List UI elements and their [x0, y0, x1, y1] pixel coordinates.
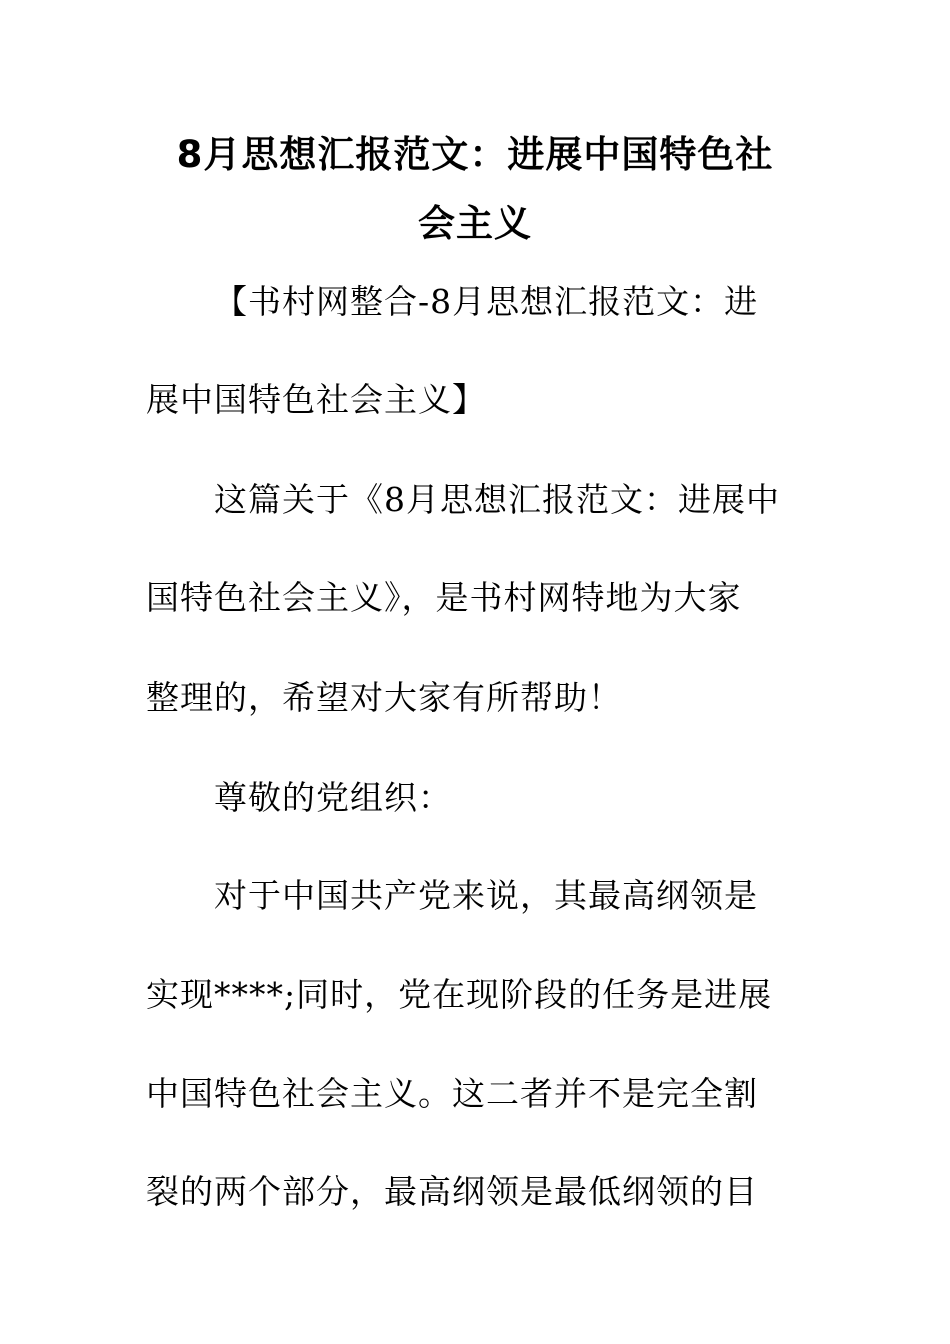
- document-title-line-1: 8月思想汇报范文：进展中国特色社: [176, 133, 774, 176]
- document-title-line-2: 会主义: [418, 202, 532, 245]
- body-line: 裂的两个部分，最高纲领是最低纲领的目: [146, 1172, 758, 1211]
- body-line: 中国特色社会主义。这二者并不是完全割: [146, 1074, 758, 1113]
- body-line: 【书村网整合-8月思想汇报范文：进: [214, 282, 759, 321]
- body-line: 国特色社会主义》，是书村网特地为大家: [146, 578, 742, 617]
- body-line: 实现****;同时，党在现阶段的任务是进展: [146, 975, 773, 1014]
- body-line: 尊敬的党组织：: [214, 778, 452, 817]
- body-line: 这篇关于《8月思想汇报范文：进展中: [214, 480, 780, 519]
- body-line: 展中国特色社会主义】: [146, 380, 486, 419]
- body-line: 对于中国共产党来说，其最高纲领是: [214, 876, 758, 915]
- body-line: 整理的，希望对大家有所帮助！: [146, 678, 622, 717]
